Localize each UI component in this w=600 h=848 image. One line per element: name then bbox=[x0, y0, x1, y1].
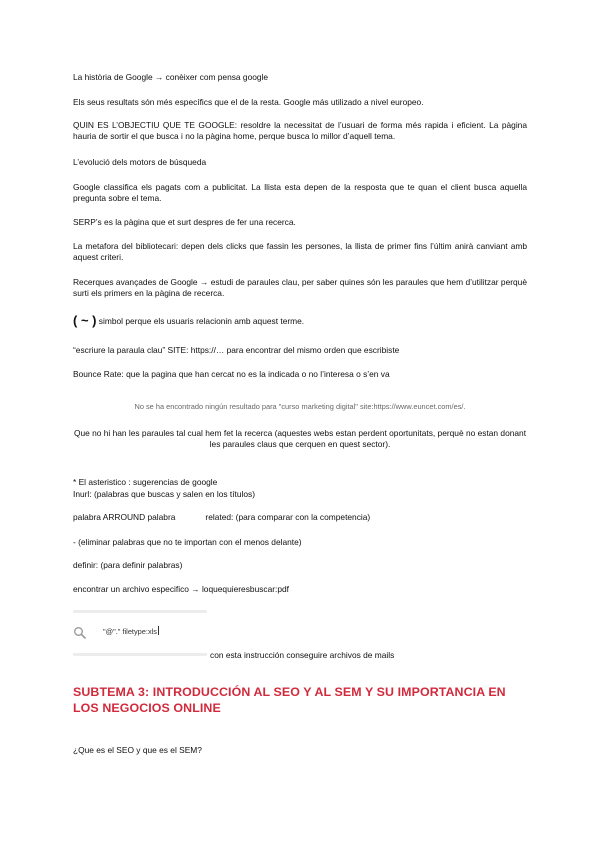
search-query-text: "@"." filetype:xls bbox=[103, 627, 157, 636]
objectiu-text: : resoldre la necessitat de l’usuari de forma més rapida i eficient. La pàgina hauria de sortir el que busca i no la pàgina home, perque busca lo millor d’aquell tema. bbox=[73, 120, 527, 141]
tilde-text: simbol perque els usuaris relacionin amb aquest terme. bbox=[96, 316, 305, 326]
subtema-heading: SUBTEMA 3: INTRODUCCIÓN AL SEO Y AL SEM Y SU IMPORTANCIA EN LOS NEGOCIOS ONLINE bbox=[73, 685, 506, 715]
line-site: “escriure la paraula clau” SITE: https://… para encontrar del mismo orden que escribiste bbox=[73, 345, 400, 355]
line-arround-related bbox=[73, 512, 527, 523]
line-definir: definir: (para definir palabras) bbox=[73, 560, 183, 570]
line-evolucio: L’evolució dels motors de búsqueda bbox=[73, 157, 207, 167]
line-tilde bbox=[73, 315, 527, 327]
paragraph-metafora: La metafora del bibliotecari: depen dels clicks que fassin les persones, la llista de primer fins l’últim anirà canviant amb aquest criteri. bbox=[73, 241, 527, 262]
line-asterisco: * El asteristico : sugerencias de google bbox=[73, 477, 218, 487]
no-result-screenshot-text: No se ha encontrado ningún resultado para "curso marketing digital" site:https://www.euncet.com/es/. bbox=[134, 402, 466, 411]
text-caret bbox=[158, 626, 159, 635]
search-box-bottom-border bbox=[73, 653, 207, 656]
arround-text: palabra ARROUND palabra bbox=[73, 512, 176, 522]
line-que-es: ¿Que es el SEO y que es el SEM? bbox=[73, 745, 202, 755]
search-box-screenshot bbox=[73, 607, 209, 655]
paragraph-objectiu bbox=[73, 120, 527, 142]
line-menos: - (eliminar palabras que no te importan con el menos delante) bbox=[73, 537, 302, 547]
line-serp: SERP’s es la pàgina que et surt despres de fer una recerca. bbox=[73, 217, 296, 227]
objectiu-label: QUIN ES L’OBJECTIU QUE TE GOOGLE bbox=[73, 120, 235, 130]
line-archivo: encontrar un archivo especifico → loquequieresbuscar:pdf bbox=[73, 584, 290, 594]
paragraph-classifica: Google classifica els pagats com a publicitat. La llista esta depen de la resposta que te quan el client busca aquella pregunta sobre el tema. bbox=[73, 182, 527, 203]
line-resultats: Els seus resultats són més específics que el de la resta. Google más utilizado a nivel europeo. bbox=[73, 97, 424, 107]
related-text: related: (para comparar con la competencia) bbox=[205, 512, 371, 522]
line-bounce: Bounce Rate: que la pagina que han cercat no es la indicada o no l’interesa o s’en va bbox=[73, 369, 390, 379]
paragraph-no-hi-han: Que no hi han les paraules tal cual hem fet la recerca (aquestes webs estan perdent oportunitats, perquè no estan donant les paraules claus que cerquen en quest sector). bbox=[73, 428, 527, 449]
line-mails: con esta instrucción conseguire archivos de mails bbox=[210, 650, 395, 660]
search-box-top-border bbox=[73, 610, 207, 613]
search-icon bbox=[73, 626, 87, 643]
line-historia: La història de Google → conèixer com pensa google bbox=[73, 72, 269, 82]
line-inurl: Inurl: (palabras que buscas y salen en los títulos) bbox=[73, 489, 256, 499]
tilde-symbol: ( ~ ) bbox=[73, 313, 97, 328]
paragraph-recerques: Recerques avançades de Google → estudi de paraules clau, per saber quines són les paraules que hem d’utilitzar perquè surti els primers en la pàgina de recerca. bbox=[73, 277, 527, 298]
